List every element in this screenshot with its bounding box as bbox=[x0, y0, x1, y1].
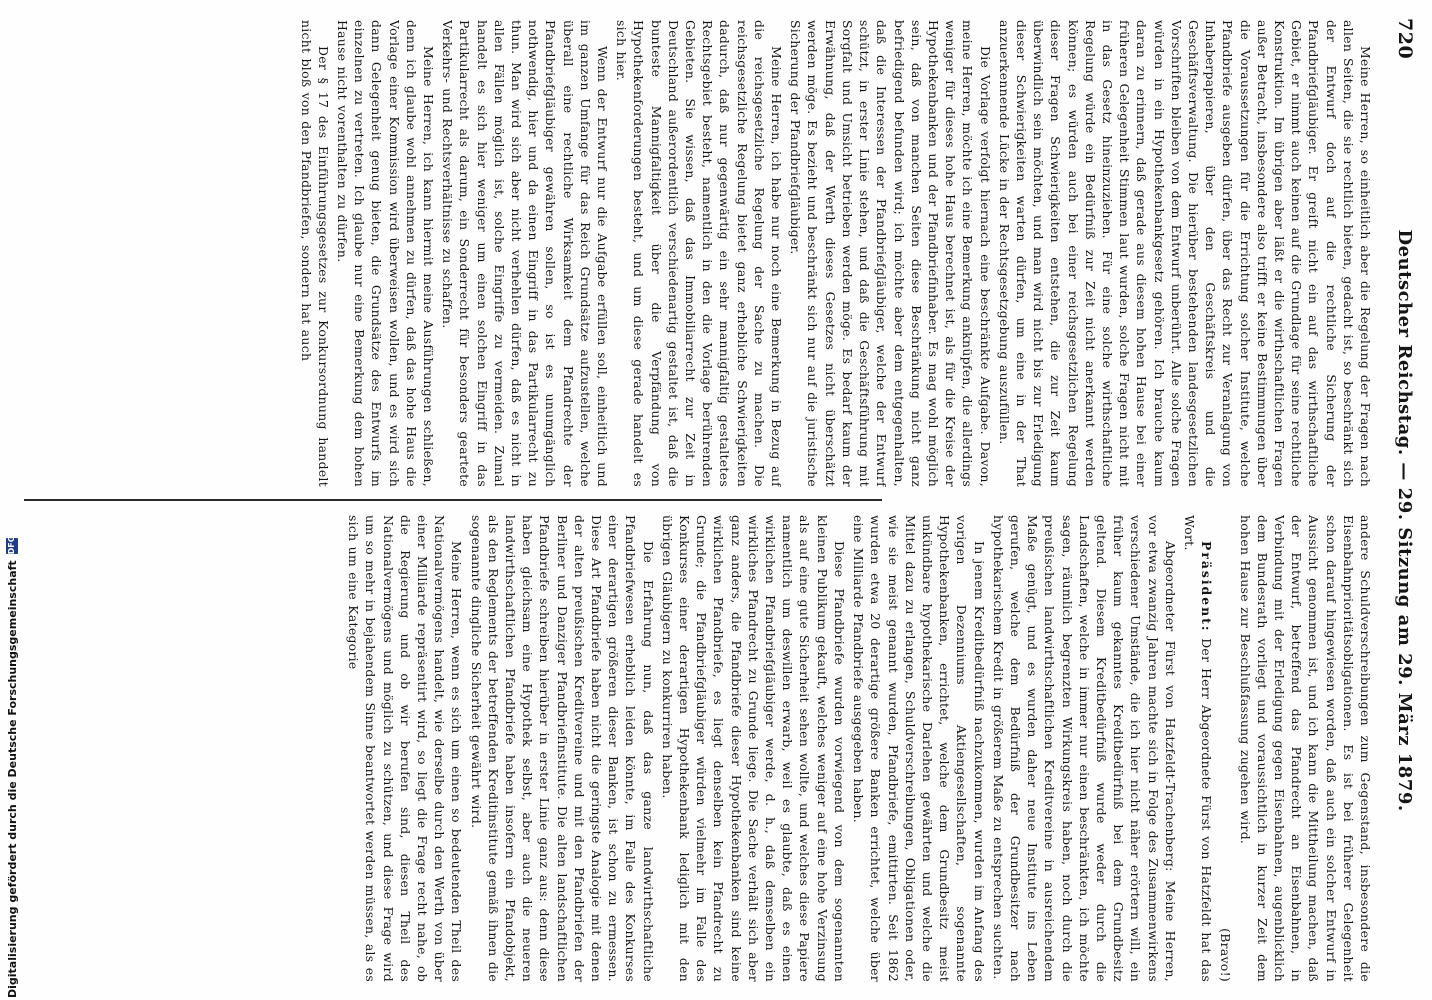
sidenote-text: Digitalisierung gefördert durch die Deutsche Forschungsgemeinschaft bbox=[5, 560, 19, 998]
right-column bbox=[20, 515, 1374, 982]
page-title: Deutscher Reichstag. — 29. Sitzung am 29. März 1879. bbox=[1394, 229, 1416, 812]
left-column bbox=[20, 20, 1374, 487]
paragraph: Der § 17 des Einführungsgesetzes zur Konkursordnung handelt nicht bloß von den Pfandbriefen, sondern hat auch bbox=[298, 20, 331, 487]
text-columns bbox=[20, 20, 1374, 982]
paragraph: Die Erfahrung nun, daß das ganze landwirthschaftliche Pfandbriefwesen erheblich leiden könnte, im Falle des Konkurses einer derartigen größeren dieser Banken, ist schon zu ermessen. Diese Art Pfandbriefe haben nicht die geringste Analogie mit denen der alten preußischen Kreditvereine und mit den Pfandbriefen der Berliner und Danziger Pfandbriefinstitute. Die alten landschaftlichen Pfandbriefe schreiben hierüber in erster Linie ganz aus: denn diese haben gleichsam eine Hypothek selbst, aber auch die neueren landwirthschaftlichen Pfandbriefe haben insofern ein Pfandobjekt, als den Reglements der betreffenden Kreditinstitute gemäß ihnen die sogenannte dingliche Sicherheit gewährt wird. bbox=[468, 515, 656, 982]
paragraph: Meine Herren, wenn es sich um einen so bedeutenden Theil des Nationalvermögens handelt, wie derselbe durch den Werth von über einer Milliarde repräsentirt wird, so liegt die Frage recht nahe, ob die Regierung und ob wir berufen sind, diesen Theil des Nationalvermögens und möglich zu schützen, und diese Frage wird um so mehr in bejahendem Sinne beantwortet werden müssen, als es sich um eine Kategorie bbox=[346, 515, 465, 982]
paragraph: Meine Herren, so einheitlich aber die Regelung der Fragen nach allen Seiten, die sie rechtlich bieten, gedacht ist, so beschränkt sich der Entwurf doch auf die rechtliche Sicherung der Pfandbriefgläubiger. Er greift nicht ein auf das wirthschaftliche Gebiet, er nimmt auch keinen auf die Grundlage für seine rechtliche Konstruktion. Im übrigen aber läßt er die wirthschaftlichen Fragen außer Betracht, insbesondere also trifft er keine Bestimmungen über die Voraussetzungen für die Errichtung solcher Institute, welche Pfandbriefe ausgeben dürfen, über das Recht zur Veranlagung von Inhaberpapieren, über den Geschäftskreis und die Geschäftsverwaltung. Die hierüber bestehenden landesgesetzlichen Vorschriften bleiben von dem Entwurf unberührt. Alle solche Fragen würden in ein Hypothekenbankgesetz gehören. Ich brauche kaum daran zu erinnern, daß gerade aus diesem hohen Hause bei einer früheren Gelegenheit Stimmen laut wurden, solche Fragen nicht mit in das Gesetz hineinzuziehen. Für eine solche wirthschaftliche Regelung würde ein Bedürfniß zur Zeit nicht anerkannt werden können; es würden auch bei einer reichsgesetzlichen Regelung dieser Fragen Schwierigkeiten entstehen, die zur Zeit kaum überwindlich sein möchten, und man wird nicht bis zur Erledigung dieser Schwierigkeiten warten dürfen, um eine in der That anzuerkennende Lücke in der Rechtsgesetzgebung auszufüllen. bbox=[996, 20, 1373, 487]
paragraph: Meine Herren, ich kann hiermit meine Ausführungen schließen, denn ich glaube wohl annehmen zu dürfen, daß das hohe Haus die Vorlage einer Kommission wird überweisen wollen, und es wird sich dann Gelegenheit genug bieten, die Grundsätze des Entwurfs im einzelnen zu vertreten. Ich glaube nur eine Bemerkung dem hohen Hause nicht vorenthalten zu dürfen. bbox=[335, 20, 437, 487]
speaker-label: Präsident: bbox=[1199, 541, 1215, 633]
applause-note: (Bravo!) bbox=[1218, 928, 1234, 982]
president-text: Der Herr Abgeordnete Fürst von Hatzfeldt hat das Wort. bbox=[1181, 515, 1215, 982]
paragraph: Die Vorlage verfolgt hiernach eine beschränkte Aufgabe. Davon, meine Herren, möchte ich eine Bemerkung anknüpfen, die allerdings weniger für dieses hohe Haus berechnet ist, als für die Kreise der Hypothekenbanken und der Pfandbriefinhaber. Es mag wohl möglich sein, daß von manchen Seiten diese Beschränkung nicht ganz befriedigend befunden wird; ich möchte aber dem entgegenhalten, daß die Interessen der Pfandbriefgläubiger, welche der Entwurf schützt, in erster Linie stehen, und daß die Geschäftsführung mit Sorgfalt und Umsicht betrieben werden möge. Es bedarf kaum der Erwähnung, daß der Werth dieses Gesetzes nicht überschätzt werden möge. Es bezieht und beschränkt sich nur auf die juristische Sicherung der Pfandbriefgläubiger. bbox=[788, 20, 993, 487]
president-line bbox=[1181, 515, 1215, 982]
paragraph: Diese Pfandbriefe wurden vorwiegend von dem sogenannten kleinen Publikum gekauft, welches weniger auf eine hohe Verzinsung als auf eine gute Sicherheit sehen wollte, und welches diese Papiere namentlich um deswillen erwarb, weil es glaubte, daß es einen wirklichen Pfandbriefgläubiger werde, d. h., daß demselben ein wirkliches Pfandrecht zu Grunde liege. Die Sache verhält sich aber ganz anders, die Pfandbriefe dieser Hypothekenbanken sind keine wirklichen Pfandbriefe, es liegt denselben kein Pfandrecht zu Grunde; die Pfandbriefgläubiger würden vielmehr im Falle des Konkurses einer derartigen Hypothekenbank lediglich mit den übrigen Gläubigern zu konkurriren haben. bbox=[659, 515, 847, 982]
page-number: 720 bbox=[1394, 18, 1416, 60]
paragraph: Wenn der Entwurf nur die Aufgabe erfüllen soll, einheitlich und im ganzen Umfange für das Reich Grundsätze aufzustellen, welche überall eine rechtliche Wirksamkeit dem Pfandrechte der Pfandbriefgläubiger gewähren sollen, so ist es unumgänglich nothwendig, hier und da einen Eingriff in das Partikularrecht zu thun. Man wird sich aber nicht verhehlen dürfen, daß es nicht in allen Fällen möglich ist, solche Eingriffe zu vermeiden. Zumal handelt es sich hier weniger um einen solchen Eingriff in das Partikularrecht als darum, ein Sonderrecht für besonders geartete Verkehrs- und Rechtsverhältnisse zu schaffen. bbox=[440, 20, 611, 487]
paragraph: Abgeordneter Fürst von Hatzfeldt-Trachenberg: Meine Herren, vor etwa zwanzig Jahren machte sich in Folge des Zusammenwirkens verschiedener Umstände, die ich hier nicht näher erörtern will, ein früher kaum gekanntes Kreditbedürfniß bei dem Grundbesitz geltend. Diesem Kreditbedürfniß wurde weder durch die Landschaften, welche in immer nur einen beschränkten, ich möchte sagen, räumlich begrenzten Wirkungskreis haben, noch durch die preußischen landwirthschaftlichen Kreditvereine in ausreichendem Maße genügt, und es wurden daher neue Institute ins Leben gerufen, welche dem Bedürfniß der Grundbesitzer nach hypothekarischem Kredit in größerem Maße zu entsprechen suchten. bbox=[990, 515, 1178, 982]
column-divider bbox=[24, 499, 882, 501]
paragraph: Meine Herren, ich habe nur noch eine Bemerkung in Bezug auf die reichsgesetzliche Regelung der Sache zu machen. Die reichsgesetzliche Regelung bietet ganz erhebliche Schwierigkeiten dadurch, daß nur gegenwärtig ein sehr mannigfaltig gestaltetes Rechtsgebiet besteht, namentlich in den die Vorlage berührenden Gebieten. Sie wissen, daß das Immobiliarrecht zur Zeit in Deutschland außerordentlich verschiedenartig gestaltet ist, daß die bunteste Mannigfaltigkeit über die Verpfändung von Hypothekenforderungen besteht, und um diese gerade handelt es sich hier. bbox=[614, 20, 785, 487]
dfg-logo: DFG bbox=[7, 535, 16, 555]
paragraph: andere Schuldverschreibungen zum Gegenstand, insbesondere die Eisenbahnprioritätsobligationen. Es ist bei früherer Gelegenheit schon darauf hingewiesen worden, daß auch ein solcher Entwurf in Aussicht genommen ist, und ich kann die Mittheilung machen, daß der Entwurf, betreffend das Pfandrecht an Eisenbahnen, in Verbindung mit der Erledigung gegen Eisenbahnen, augenblicklich dem Bundesrath vorliegt und voraussichtlich in kurzer Zeit dem hohen Hause zur Beschlußfassung zugehen wird. bbox=[1237, 515, 1373, 982]
page-header bbox=[1390, 18, 1420, 982]
paragraph: In jenem Kreditbedürfniß nachzukommen, wurden im Anfang des vorigen Dezenniums Aktiengesellschaften, sogenannte Hypothekenbanken, errichtet, welche dem Grundbesitz meist unkündbare hypothekarische Darlehen gewährten und welche die Mittel dazu zu erlangen, Schuldverschreibungen, Obligationen oder, wie sie meist genannt wurden, Pfandbriefe, emittirten. Seit 1862 wurden etwa 20 derartige größere Banken errichtet, welche über eine Milliarde Pfandbriefe ausgegeben haben. bbox=[851, 515, 987, 982]
